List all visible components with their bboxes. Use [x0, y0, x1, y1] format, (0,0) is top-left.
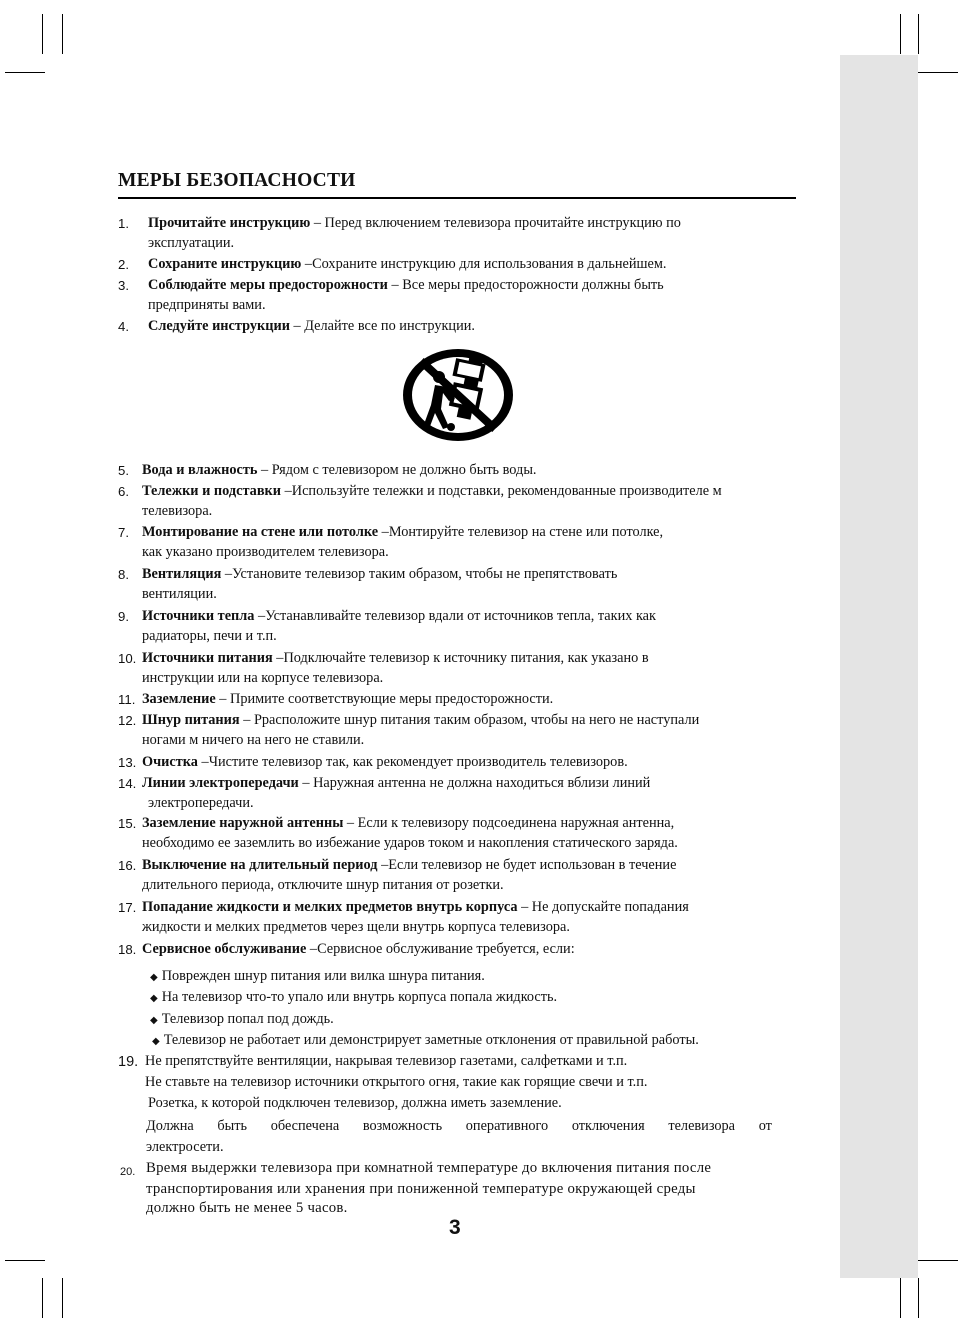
- list-item-number: 16.: [118, 858, 137, 873]
- list-item-text: Сервисное обслуживание требуется, если:: [317, 941, 575, 957]
- list-item-number: 17.: [118, 900, 137, 915]
- list-item: [142, 565, 617, 583]
- crop-mark: [5, 72, 45, 73]
- list-item-text: Наружная антенна не должна находиться вблизи линий: [313, 775, 651, 791]
- list-item-continuation: длительного периода, отключите шнур питания от розетки.: [142, 877, 504, 893]
- list-item-heading: Соблюдайте меры предосторожности: [148, 277, 388, 293]
- paragraph-line: должно быть не менее 5 часов.: [146, 1200, 348, 1216]
- list-item-number: 2.: [118, 257, 129, 272]
- list-item-number: 13.: [118, 755, 137, 770]
- list-item: [148, 214, 681, 232]
- list-item-continuation: жидкости и мелких предметов через щели внутрь корпуса телевизора.: [142, 919, 570, 935]
- list-item-heading: Источники тепла: [142, 608, 255, 624]
- justified-word: оперативного: [465, 1118, 549, 1134]
- justified-word: быть: [217, 1118, 248, 1134]
- list-item-dash: –: [517, 899, 532, 915]
- list-item-number: 12.: [118, 713, 137, 728]
- list-item-dash: –: [343, 815, 358, 831]
- list-item-text: Перед включением телевизора прочитайте инструкцию по: [324, 215, 681, 231]
- list-item: [142, 607, 656, 625]
- list-item: [142, 461, 537, 479]
- list-item: [142, 774, 650, 792]
- paragraph-line: электросети.: [146, 1139, 224, 1155]
- crop-mark: [62, 1278, 63, 1318]
- list-item-text: Монтируйте телевизор на стене или потолке,: [388, 524, 664, 540]
- list-item: [148, 276, 664, 294]
- paragraph-line: транспортирования или хранения при пониженной температуре окружающей среды: [146, 1181, 696, 1197]
- justified-word: телевизора: [668, 1118, 736, 1134]
- list-item-text: Сохраните инструкцию для использования в дальнейшем.: [312, 256, 667, 272]
- bullet-item: [152, 1031, 699, 1051]
- justified-word: от: [758, 1118, 772, 1134]
- paragraph-line: Не препятствуйте вентиляции, накрывая телевизор газетами, салфетками и т.п.: [145, 1053, 628, 1069]
- list-item-text: Если к телевизору подсоединена наружная антенна,: [357, 815, 675, 831]
- bullet-item: [150, 988, 557, 1008]
- list-item-dash: –: [281, 483, 292, 499]
- page-number: 3: [449, 1216, 461, 1239]
- list-item-heading: Заземление наружной антенны: [142, 815, 344, 831]
- list-item-number: 20.: [120, 1166, 136, 1178]
- bullet-icon: ◆: [152, 1036, 160, 1047]
- list-item-dash: –: [239, 712, 254, 728]
- cart-tip-over-warning-icon: [401, 347, 515, 443]
- bullet-item: [150, 1010, 334, 1030]
- list-item-continuation: вентиляции.: [142, 586, 217, 602]
- list-item-text: Делайте все по инструкции.: [304, 318, 475, 334]
- crop-mark: [918, 1278, 919, 1318]
- justified-line: [146, 1117, 772, 1135]
- list-item: [142, 940, 575, 958]
- list-item-text: Чистите телевизор так, как рекомендует производитель телевизоров.: [208, 754, 628, 770]
- list-item-text: Если телевизор не будет использован в течение: [388, 857, 677, 873]
- list-item-text: Примите соответствующие меры предосторожности.: [230, 691, 554, 707]
- list-item-heading: Шнур питания: [142, 712, 240, 728]
- list-item-continuation: как указано производителем телевизора.: [142, 544, 389, 560]
- list-item-heading: Попадание жидкости и мелких предметов внутрь корпуса: [142, 899, 518, 915]
- list-item-dash: –: [387, 277, 403, 293]
- list-item-heading: Выключение на длительный период: [142, 857, 378, 873]
- list-item-number: 3.: [118, 278, 129, 293]
- list-item-heading: Источники питания: [142, 650, 273, 666]
- list-item: [142, 711, 699, 729]
- list-item-continuation: радиаторы, печи и т.п.: [142, 628, 277, 644]
- crop-mark: [900, 14, 901, 54]
- list-item-number: 18.: [118, 942, 137, 957]
- bullet-icon: ◆: [150, 993, 158, 1004]
- list-item-text: Подключайте телевизор к источнику питания, как указано в: [283, 650, 649, 666]
- list-item-dash: –: [289, 318, 305, 334]
- list-item-number: 1.: [118, 216, 129, 231]
- paragraph-line: Время выдержки телевизора при комнатной температуре до включения питания после: [146, 1160, 712, 1176]
- list-item-dash: –: [301, 256, 313, 272]
- list-item-dash: –: [254, 608, 266, 624]
- list-item-text: Ррасположите шнур питания таким образом, чтобы на него не наступали: [253, 712, 700, 728]
- bullet-text: Поврежден шнур питания или вилка шнура питания.: [161, 968, 485, 984]
- paragraph-line: Розетка, к которой подключен телевизор, должна иметь заземление.: [148, 1095, 562, 1111]
- list-item-number: 5.: [118, 463, 129, 478]
- crop-mark: [900, 1278, 901, 1318]
- list-item-number: 8.: [118, 567, 129, 582]
- crop-mark: [42, 1278, 43, 1318]
- justified-word: Должна: [146, 1118, 194, 1134]
- bullet-icon: ◆: [150, 972, 158, 983]
- crop-mark: [62, 14, 63, 54]
- list-item-continuation: телевизора.: [142, 503, 213, 519]
- crop-mark: [918, 72, 958, 73]
- list-item-dash: –: [306, 941, 318, 957]
- list-item: [148, 317, 475, 335]
- bullet-text: На телевизор что-то упало или внутрь корпуса попала жидкость.: [161, 989, 558, 1005]
- list-item-heading: Следуйте инструкции: [148, 318, 290, 334]
- list-item-heading: Заземление: [142, 691, 216, 707]
- list-item: [142, 753, 628, 771]
- list-item: [142, 814, 674, 832]
- list-item: [142, 482, 722, 500]
- list-item: [142, 690, 553, 708]
- list-item-heading: Сервисное обслуживание: [142, 941, 307, 957]
- justified-word: обеспечена: [270, 1118, 340, 1134]
- list-item-heading: Вентиляция: [142, 566, 222, 582]
- list-item-continuation: необходимо ее заземлить во избежание ударов током и накопления статического заряда.: [142, 835, 678, 851]
- list-item-text: Рядом с телевизором не должно быть воды.: [271, 462, 537, 478]
- list-item-number: 6.: [118, 484, 129, 499]
- title-underline: [118, 197, 796, 199]
- list-item: [148, 255, 666, 273]
- list-item-text: Все меры предосторожности должны быть: [402, 277, 664, 293]
- bullet-text: Телевизор не работает или демонстрирует заметные отклонения от правильной работы.: [163, 1032, 699, 1048]
- page-title: МЕРЫ БЕЗОПАСНОСТИ: [118, 170, 356, 191]
- bullet-text: Телевизор попал под дождь.: [161, 1011, 334, 1027]
- list-item-number: 10.: [118, 651, 137, 666]
- paragraph-line: Не ставьте на телевизор источники открытого огня, такие как горящие свечи и т.п.: [145, 1074, 648, 1090]
- list-item: [142, 856, 676, 874]
- list-item-text: Не допускайте попадания: [531, 899, 689, 915]
- list-item: [142, 523, 663, 541]
- list-item-number: 15.: [118, 816, 137, 831]
- list-item-number: 14.: [118, 776, 137, 791]
- list-item-continuation: эксплуатации.: [148, 235, 235, 251]
- justified-word: отключения: [571, 1118, 645, 1134]
- list-item-heading: Линии электропередачи: [142, 775, 299, 791]
- list-item: [142, 898, 689, 916]
- list-item-number: 9.: [118, 609, 129, 624]
- list-item-dash: –: [378, 524, 389, 540]
- list-item-dash: –: [257, 462, 272, 478]
- list-item-text: Установите телевизор таким образом, чтобы не препятствовать: [232, 566, 618, 582]
- crop-mark: [42, 14, 43, 54]
- crop-mark: [918, 14, 919, 54]
- list-item-number: 11.: [118, 692, 136, 707]
- list-item: [142, 649, 649, 667]
- list-item-heading: Тележки и подставки: [142, 483, 282, 499]
- list-item-dash: –: [298, 775, 314, 791]
- list-item-dash: –: [310, 215, 325, 231]
- list-item-number: 19.: [118, 1054, 139, 1070]
- list-item-continuation: ногами м ничего на него не ставили.: [142, 732, 365, 748]
- list-item-heading: Вода и влажность: [142, 462, 258, 478]
- crop-mark: [918, 1260, 958, 1261]
- list-item-heading: Прочитайте инструкцию: [148, 215, 311, 231]
- bullet-icon: ◆: [150, 1015, 158, 1026]
- bullet-item: [150, 967, 485, 987]
- list-item-text: Устанавливайте телевизор вдали от источников тепла, таких как: [265, 608, 656, 624]
- crop-mark: [5, 1260, 45, 1261]
- list-item-continuation: инструкции или на корпусе телевизора.: [142, 670, 384, 686]
- list-item-heading: Сохраните инструкцию: [148, 256, 302, 272]
- list-item-number: 7.: [118, 525, 129, 540]
- list-item-continuation: предприняты вами.: [148, 297, 266, 313]
- list-item-text: Используйте тележки и подставки, рекомендованные производителе м: [291, 483, 722, 499]
- list-item-dash: –: [272, 650, 284, 666]
- side-tab-bar: [840, 55, 918, 1278]
- list-item-dash: –: [197, 754, 209, 770]
- list-item-heading: Монтирование на стене или потолке: [142, 524, 379, 540]
- list-item-dash: –: [215, 691, 231, 707]
- list-item-dash: –: [221, 566, 233, 582]
- list-item-number: 4.: [118, 319, 129, 334]
- list-item-heading: Очистка: [142, 754, 198, 770]
- list-item-continuation: электропередачи.: [148, 795, 254, 811]
- list-item-dash: –: [377, 857, 389, 873]
- justified-word: возможность: [362, 1118, 443, 1134]
